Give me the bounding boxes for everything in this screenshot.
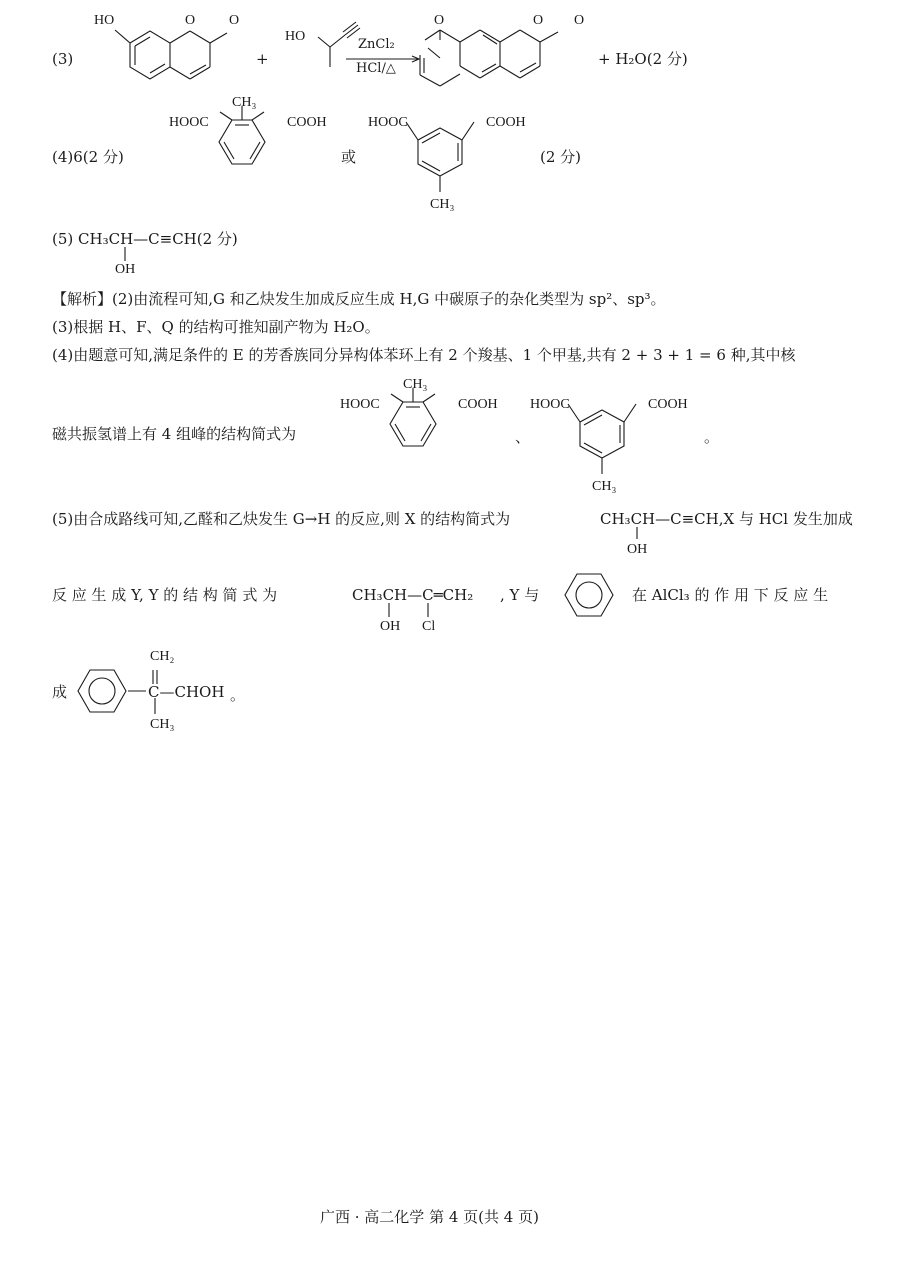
q5-oh-bond — [124, 247, 128, 263]
analysis-s1-hooc: HOOC — [340, 397, 380, 412]
analysis-line-3: (4)由题意可知,满足条件的 E 的芳香族同分异构体苯环上有 2 个羧基、1 个甲基,共有 2 + 3 + 1 = 6 种,其中核 — [52, 346, 796, 364]
q3-product-carbonyl-o: O — [574, 13, 585, 28]
analysis-line-1: 【解析】(2)由流程可知,G 和乙炔发生加成反应生成 H,G 中碳原子的杂化类型为 sp²、sp³。 — [52, 290, 666, 308]
analysis-line-6-c: 在 AlCl₃ 的 作 用 下 反 应 生 — [632, 586, 829, 604]
q3-byproduct-score: + H₂O(2 分) — [598, 50, 688, 68]
q3-plus: + — [256, 50, 269, 68]
q3-product-ring-o: O — [434, 13, 445, 28]
q3-ring-o-label: O — [185, 13, 196, 28]
analysis-line-5-formula: CH₃CH—C≡CH,X 与 HCl 发生加成 — [600, 510, 853, 528]
analysis-period-2: 。 — [230, 686, 246, 704]
q3-number: (3) — [52, 50, 74, 68]
analysis-line-5-oh-bond — [636, 527, 640, 541]
analysis-line-4: 磁共振氢谱上有 4 组峰的结构简式为 — [52, 425, 297, 443]
q5-answer-formula: (5) CH₃CH—C≡CH(2 分) — [52, 230, 238, 248]
analysis-line-7-ch2: CH₂ — [150, 649, 175, 664]
analysis-line-6-oh: OH — [380, 619, 401, 634]
q4-s2-hooc: HOOC — [368, 115, 408, 130]
analysis-line-6-cl: Cl — [422, 619, 436, 634]
analysis-line-5: (5)由合成路线可知,乙醛和乙炔发生 G→H 的反应,则 X 的结构简式为 — [52, 510, 511, 528]
analysis-s2-hooc: HOOC — [530, 397, 570, 412]
q3-product-ring-o2: O — [533, 13, 544, 28]
q3-reactant-methylbutynol — [300, 15, 360, 75]
analysis-line-6-bonds — [388, 603, 438, 619]
product-benzene-ring-icon — [78, 668, 128, 714]
analysis-s1-ch3: CH₃ — [403, 377, 428, 392]
q4-s2-cooh: COOH — [486, 115, 526, 130]
analysis-s1-cooh: COOH — [458, 397, 498, 412]
q5-oh-label: OH — [115, 262, 136, 277]
q4-s2-ch3: CH₃ — [430, 197, 455, 212]
analysis-line-6: 反 应 生 成 Y, Y 的 结 构 简 式 为 — [52, 586, 278, 604]
analysis-line-7-ch3: CH₃ — [150, 717, 175, 732]
q3-alkynol-ho-label: HO — [285, 29, 306, 44]
analysis-structure-2 — [532, 372, 702, 502]
q4-s1-cooh: COOH — [287, 115, 327, 130]
analysis-line-7-formula: C—CHOH — [148, 683, 225, 701]
analysis-dun: 、 — [515, 428, 531, 446]
analysis-line-6-formula: CH₃CH—C═CH₂ — [352, 586, 474, 604]
analysis-s2-cooh: COOH — [648, 397, 688, 412]
q3-carbonyl-o-label: O — [229, 13, 240, 28]
q4-score: (2 分) — [540, 148, 582, 166]
q4-s1-ch3: CH₃ — [232, 95, 257, 110]
page-footer: 广西 · 高二化学 第 4 页(共 4 页) — [320, 1208, 539, 1226]
analysis-line-6-b: , Y 与 — [500, 586, 540, 604]
analysis-line-5-oh: OH — [627, 542, 648, 557]
analysis-period-1: 。 — [704, 428, 720, 446]
analysis-s2-ch3: CH₃ — [592, 479, 617, 494]
q3-catalyst-top: ZnCl₂ — [358, 37, 395, 52]
analysis-line-7: 成 — [52, 683, 68, 701]
q3-ho-label: HO — [94, 13, 115, 28]
benzene-ring-icon — [565, 572, 615, 618]
q4-structure-2 — [370, 90, 540, 220]
q4-s1-hooc: HOOC — [169, 115, 209, 130]
q3-catalyst-bottom: HCl/△ — [356, 61, 396, 76]
q4-or: 或 — [341, 148, 357, 166]
q4-answer: (4)6(2 分) — [52, 148, 124, 166]
analysis-line-2: (3)根据 H、F、Q 的结构可推知副产物为 H₂O。 — [52, 318, 380, 336]
